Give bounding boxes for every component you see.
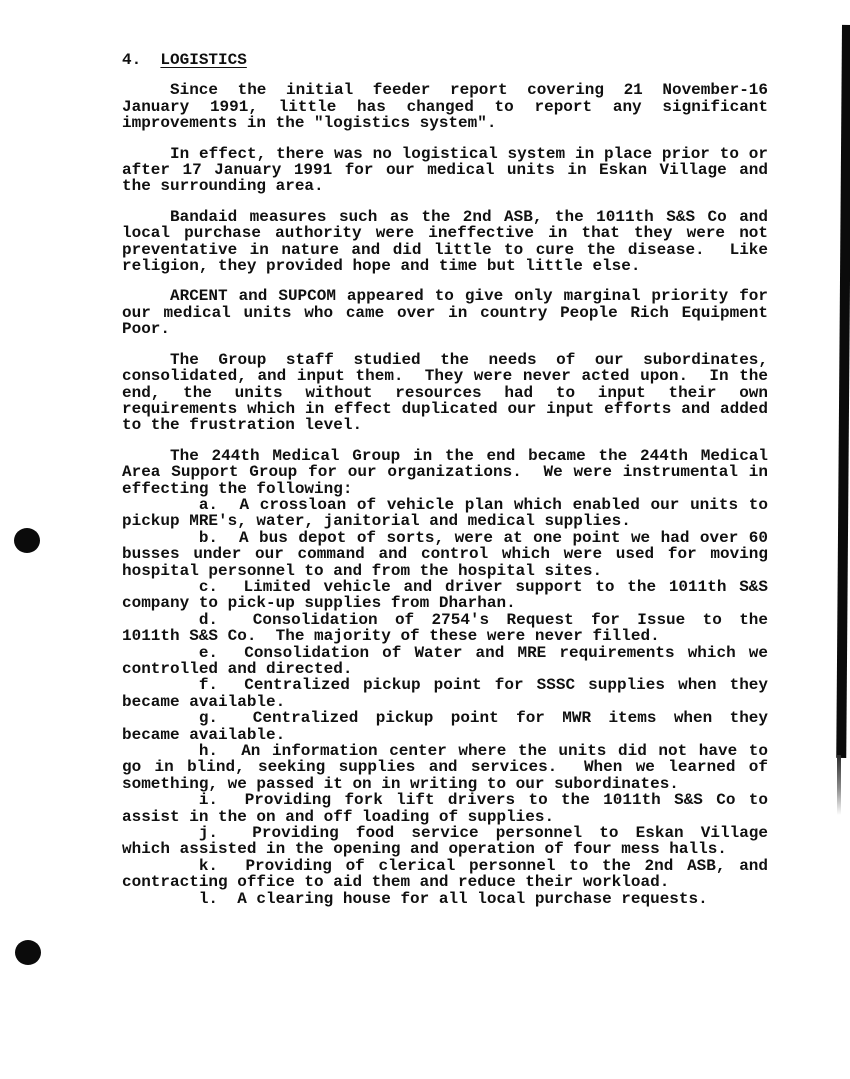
text-line: The 244th Medical Group in the end became the 244th Medical bbox=[122, 448, 768, 464]
section-number: 4. bbox=[122, 51, 142, 69]
indent bbox=[122, 688, 199, 689]
paragraph-1 bbox=[122, 82, 768, 131]
indent bbox=[122, 803, 199, 804]
item-k bbox=[122, 858, 768, 891]
text-line: Poor. bbox=[122, 320, 171, 339]
text-line: consolidated, and input them. They were never acted upon. In the bbox=[122, 367, 768, 386]
text-line: k. Providing of clerical personnel to the 2nd ASB, and bbox=[122, 858, 768, 874]
item-i bbox=[122, 792, 768, 825]
text-line: e. Consolidation of Water and MRE requirements which we bbox=[122, 645, 768, 661]
text-line: became available. bbox=[122, 725, 286, 744]
text-line: our medical units who came over in country People Rich Equipment bbox=[122, 303, 768, 322]
hole-punch-mark bbox=[15, 940, 41, 965]
text-line: l. A clearing house for all local purchase requests. bbox=[122, 891, 768, 907]
item-a bbox=[122, 497, 768, 530]
text-line: The Group staff studied the needs of our subordinates, bbox=[122, 352, 768, 368]
text-line: effecting the following: bbox=[122, 479, 353, 498]
paragraph-4 bbox=[122, 288, 768, 337]
text-line: after 17 January 1991 for our medical units in Eskan Village and bbox=[122, 161, 768, 180]
indent bbox=[122, 656, 199, 657]
text-line: preventative in nature and did little to cure the disease. Like bbox=[122, 240, 768, 259]
text-line: to the frustration level. bbox=[122, 416, 363, 435]
indent bbox=[122, 299, 170, 300]
text-line: 1011th S&S Co. The majority of these were never filled. bbox=[122, 627, 660, 646]
item-e bbox=[122, 645, 768, 678]
text-line: improvements in the "logistics system". bbox=[122, 114, 497, 133]
scan-edge-artifact bbox=[836, 25, 850, 758]
text-line: religion, they provided hope and time but little else. bbox=[122, 257, 641, 276]
item-f bbox=[122, 677, 768, 710]
text-line: company to pick-up supplies from Dharhan. bbox=[122, 594, 516, 613]
document-content bbox=[122, 52, 768, 907]
text-line: g. Centralized pickup point for MWR items when they bbox=[122, 710, 768, 726]
text-line: c. Limited vehicle and driver support to the 1011th S&S bbox=[122, 579, 768, 595]
indent bbox=[122, 363, 170, 364]
indent bbox=[122, 541, 199, 542]
text-line: contracting office to aid them and reduce their workload. bbox=[122, 873, 670, 892]
text-line: January 1991, little has changed to report any significant bbox=[122, 97, 768, 116]
text-line: the surrounding area. bbox=[122, 177, 324, 196]
text-line: end, the units without resources had to input their own bbox=[122, 383, 768, 402]
item-j bbox=[122, 825, 768, 858]
text-line: f. Centralized pickup point for SSSC supplies when they bbox=[122, 677, 768, 693]
section-heading bbox=[122, 52, 768, 68]
text-line: Area Support Group for our organizations. We were instrumental in bbox=[122, 463, 768, 482]
indent bbox=[122, 869, 199, 870]
text-line: requirements which in effect duplicated our input efforts and added bbox=[122, 399, 768, 418]
text-line: which assisted in the opening and operation of four mess halls. bbox=[122, 840, 727, 859]
indent bbox=[122, 157, 170, 158]
heading-gap bbox=[141, 51, 160, 69]
item-b bbox=[122, 530, 768, 579]
indent bbox=[122, 902, 199, 903]
item-l bbox=[122, 891, 768, 907]
text-line: In effect, there was no logistical system in place prior to or bbox=[122, 146, 768, 162]
text-line: j. Providing food service personnel to Eskan Village bbox=[122, 825, 768, 841]
paragraph-6 bbox=[122, 448, 768, 497]
text-line: assist in the on and off loading of supplies. bbox=[122, 807, 555, 826]
indent bbox=[122, 836, 199, 837]
indent bbox=[122, 754, 199, 755]
text-line: go in blind, seeking supplies and services. When we learned of bbox=[122, 758, 768, 777]
paragraph-5 bbox=[122, 352, 768, 434]
body-text bbox=[122, 82, 768, 907]
indent bbox=[122, 590, 199, 591]
text-line: became available. bbox=[122, 692, 286, 711]
text-line: i. Providing fork lift drivers to the 1011th S&S Co to bbox=[122, 792, 768, 808]
item-h bbox=[122, 743, 768, 792]
text-line: d. Consolidation of 2754's Request for Issue to the bbox=[122, 612, 768, 628]
hole-punch-mark bbox=[14, 528, 40, 553]
text-line: controlled and directed. bbox=[122, 660, 353, 678]
indent bbox=[122, 721, 199, 722]
text-line: b. A bus depot of sorts, were at one point we had over 60 bbox=[122, 530, 768, 546]
text-line: h. An information center where the units did not have to bbox=[122, 743, 768, 759]
text-line: busses under our command and control which were used for moving bbox=[122, 545, 768, 564]
indent bbox=[122, 93, 170, 94]
text-line: Bandaid measures such as the 2nd ASB, the 1011th S&S Co and bbox=[122, 209, 768, 225]
text-line: hospital personnel to and from the hospital sites. bbox=[122, 561, 603, 580]
item-g bbox=[122, 710, 768, 743]
text-line: a. A crossloan of vehicle plan which enabled our units to bbox=[122, 497, 768, 513]
text-line: Since the initial feeder report covering 21 November-16 bbox=[122, 82, 768, 98]
indent bbox=[122, 508, 199, 509]
text-line: local purchase authority were ineffective in that they were not bbox=[122, 224, 768, 243]
text-line: ARCENT and SUPCOM appeared to give only marginal priority for bbox=[122, 288, 768, 304]
section-title: LOGISTICS bbox=[160, 51, 247, 69]
indent bbox=[122, 623, 199, 624]
indent bbox=[122, 220, 170, 221]
text-line: something, we passed it on in writing to our subordinates. bbox=[122, 774, 679, 793]
item-c bbox=[122, 579, 768, 612]
paragraph-2 bbox=[122, 146, 768, 195]
paragraph-3 bbox=[122, 209, 768, 275]
text-line: pickup MRE's, water, janitorial and medical supplies. bbox=[122, 512, 631, 531]
scan-edge-artifact-tail bbox=[837, 755, 841, 815]
indent bbox=[122, 459, 170, 460]
item-d bbox=[122, 612, 768, 645]
